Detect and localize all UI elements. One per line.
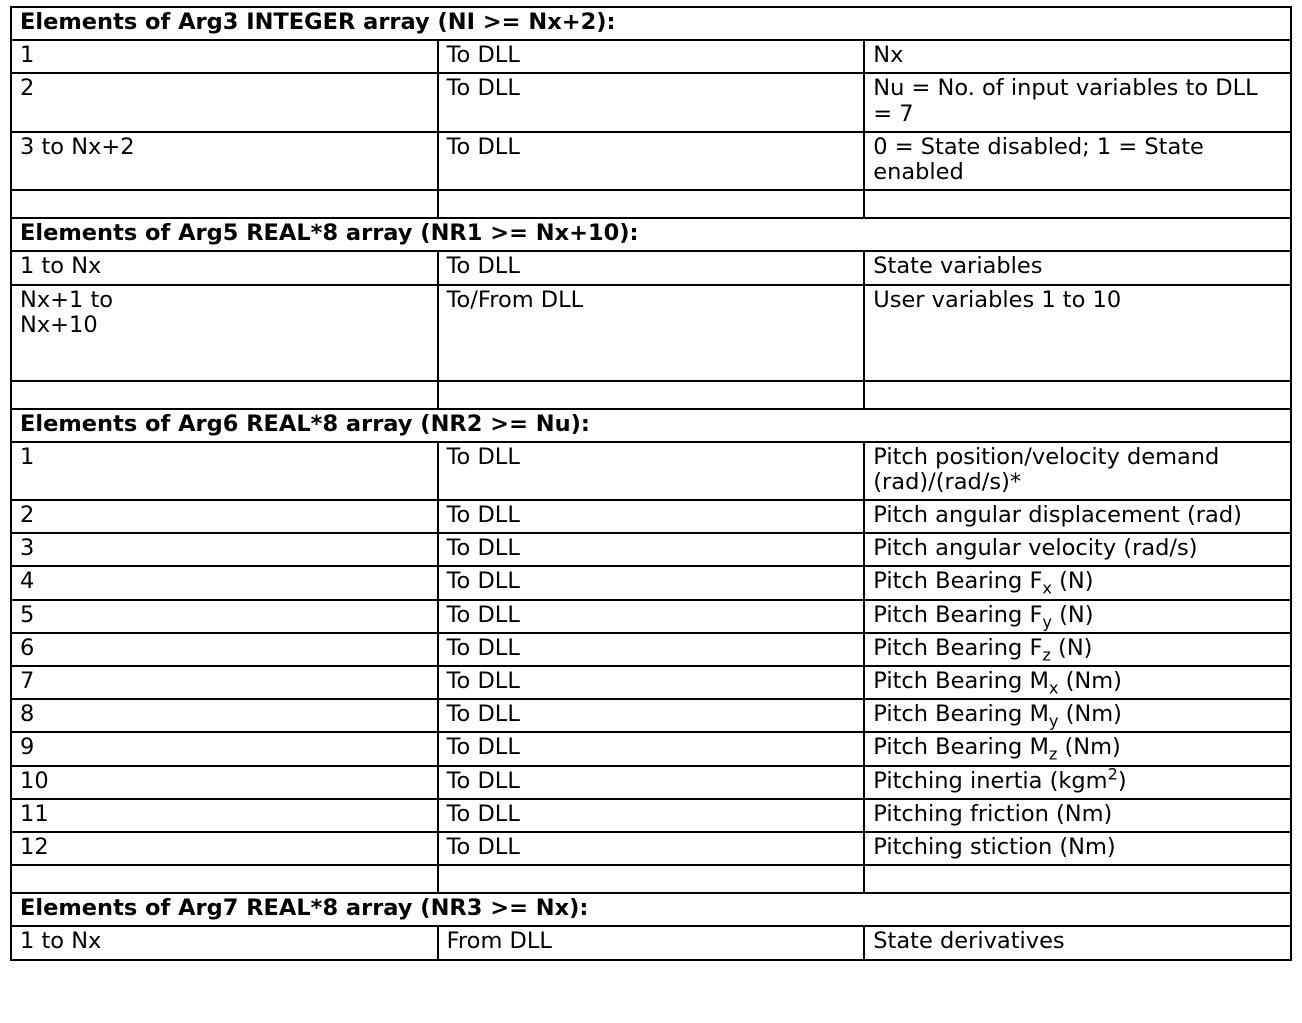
row-direction: To DLL bbox=[438, 699, 865, 732]
row-description: Pitch angular velocity (rad/s) bbox=[864, 533, 1291, 566]
spacer-cell bbox=[438, 865, 865, 893]
table-row bbox=[11, 666, 1291, 699]
desc-subscript: z bbox=[1048, 744, 1058, 764]
section-heading: Elements of Arg6 REAL*8 array (NR2 >= Nu): bbox=[11, 409, 1291, 442]
table-row bbox=[11, 832, 1291, 865]
row-direction: To DLL bbox=[438, 533, 865, 566]
spacer-row bbox=[11, 381, 1291, 409]
row-direction: To DLL bbox=[438, 633, 865, 666]
table-row bbox=[11, 926, 1291, 959]
desc-base: Pitch Bearing M bbox=[873, 701, 1049, 728]
desc-subscript: y bbox=[1048, 711, 1059, 731]
desc-subscript: x bbox=[1048, 678, 1059, 698]
desc-tail: (N) bbox=[1051, 568, 1094, 595]
section-heading: Elements of Arg5 REAL*8 array (NR1 >= Nx+10): bbox=[11, 218, 1291, 251]
desc-base: Pitch Bearing M bbox=[873, 734, 1049, 761]
row-index: 2 bbox=[11, 73, 438, 131]
row-direction: To DLL bbox=[438, 732, 865, 765]
row-index: 1 bbox=[11, 40, 438, 73]
row-index: 4 bbox=[11, 566, 438, 599]
row-description: Nu = No. of input variables to DLL = 7 bbox=[864, 73, 1291, 131]
row-direction: To DLL bbox=[438, 766, 865, 799]
row-index: 5 bbox=[11, 600, 438, 633]
row-direction: To DLL bbox=[438, 251, 865, 284]
row-description: Pitching stiction (Nm) bbox=[864, 832, 1291, 865]
row-index: 6 bbox=[11, 633, 438, 666]
table-row bbox=[11, 73, 1291, 131]
row-direction: From DLL bbox=[438, 926, 865, 959]
row-direction: To DLL bbox=[438, 799, 865, 832]
desc-tail: (Nm) bbox=[1057, 734, 1121, 761]
row-description: State variables bbox=[864, 251, 1291, 284]
row-index: 3 bbox=[11, 533, 438, 566]
dll-interface-table bbox=[10, 6, 1292, 961]
table-row bbox=[11, 285, 1291, 381]
row-description: Nx bbox=[864, 40, 1291, 73]
row-direction: To DLL bbox=[438, 666, 865, 699]
desc-superscript: 2 bbox=[1107, 764, 1118, 784]
section-heading: Elements of Arg3 INTEGER array (NI >= Nx+2): bbox=[11, 7, 1291, 40]
row-description bbox=[864, 732, 1291, 765]
desc-tail: ) bbox=[1117, 767, 1127, 794]
row-direction: To/From DLL bbox=[438, 285, 865, 381]
table-row bbox=[11, 40, 1291, 73]
row-direction: To DLL bbox=[438, 132, 865, 190]
row-description: User variables 1 to 10 bbox=[864, 285, 1291, 381]
desc-tail: (Nm) bbox=[1058, 668, 1122, 694]
desc-base: Pitch Bearing M bbox=[873, 668, 1049, 694]
desc-base: Pitching inertia (kgm bbox=[873, 767, 1108, 794]
row-description: State derivatives bbox=[864, 926, 1291, 959]
section-heading-row bbox=[11, 7, 1291, 40]
spacer-cell bbox=[864, 190, 1291, 218]
row-index: 3 to Nx+2 bbox=[11, 132, 438, 190]
table-row bbox=[11, 732, 1291, 765]
row-description bbox=[864, 633, 1291, 666]
row-description: Pitch position/velocity demand (rad)/(rad/s)* bbox=[864, 442, 1291, 500]
spacer-cell bbox=[11, 865, 438, 893]
row-index: Nx+1 to Nx+10 bbox=[11, 285, 438, 381]
table-row bbox=[11, 699, 1291, 732]
spacer-row bbox=[11, 190, 1291, 218]
row-direction: To DLL bbox=[438, 40, 865, 73]
desc-subscript: y bbox=[1042, 612, 1052, 632]
row-description bbox=[864, 600, 1291, 633]
spacer-cell bbox=[11, 190, 438, 218]
desc-tail: (N) bbox=[1050, 634, 1093, 661]
row-description bbox=[864, 666, 1291, 699]
desc-tail: (Nm) bbox=[1058, 701, 1122, 728]
row-description: Pitching friction (Nm) bbox=[864, 799, 1291, 832]
row-description bbox=[864, 699, 1291, 732]
row-index: 1 to Nx bbox=[11, 251, 438, 284]
spacer-row bbox=[11, 865, 1291, 893]
row-direction: To DLL bbox=[438, 442, 865, 500]
row-index: 8 bbox=[11, 699, 438, 732]
row-index: 2 bbox=[11, 500, 438, 533]
section-heading-row bbox=[11, 409, 1291, 442]
spacer-cell bbox=[11, 381, 438, 409]
table-row bbox=[11, 500, 1291, 533]
row-direction: To DLL bbox=[438, 600, 865, 633]
section-heading-row bbox=[11, 893, 1291, 926]
row-index: 1 bbox=[11, 442, 438, 500]
row-description: Pitch angular displacement (rad) bbox=[864, 500, 1291, 533]
row-index: 10 bbox=[11, 766, 438, 799]
row-index: 12 bbox=[11, 832, 438, 865]
desc-subscript: z bbox=[1042, 645, 1051, 665]
spacer-cell bbox=[864, 381, 1291, 409]
table-row bbox=[11, 799, 1291, 832]
table-row bbox=[11, 251, 1291, 284]
spacer-cell bbox=[864, 865, 1291, 893]
table-row bbox=[11, 766, 1291, 799]
spacer-cell bbox=[438, 190, 865, 218]
row-index: 9 bbox=[11, 732, 438, 765]
table-row bbox=[11, 633, 1291, 666]
desc-tail: (N) bbox=[1051, 601, 1094, 628]
row-direction: To DLL bbox=[438, 832, 865, 865]
section-heading: Elements of Arg7 REAL*8 array (NR3 >= Nx): bbox=[11, 893, 1291, 926]
section-heading-row bbox=[11, 218, 1291, 251]
row-direction: To DLL bbox=[438, 566, 865, 599]
row-description bbox=[864, 766, 1291, 799]
desc-base: Pitch Bearing F bbox=[873, 634, 1043, 661]
row-description bbox=[864, 566, 1291, 599]
desc-base: Pitch Bearing F bbox=[873, 568, 1043, 595]
row-index: 11 bbox=[11, 799, 438, 832]
row-direction: To DLL bbox=[438, 73, 865, 131]
row-description: 0 = State disabled; 1 = State enabled bbox=[864, 132, 1291, 190]
table-row bbox=[11, 442, 1291, 500]
row-index: 1 to Nx bbox=[11, 926, 438, 959]
spacer-cell bbox=[438, 381, 865, 409]
table-row bbox=[11, 600, 1291, 633]
desc-base: Pitch Bearing F bbox=[873, 601, 1043, 628]
table-row bbox=[11, 533, 1291, 566]
table-row bbox=[11, 132, 1291, 190]
desc-subscript: x bbox=[1042, 578, 1052, 598]
row-direction: To DLL bbox=[438, 500, 865, 533]
row-index: 7 bbox=[11, 666, 438, 699]
table-row bbox=[11, 566, 1291, 599]
